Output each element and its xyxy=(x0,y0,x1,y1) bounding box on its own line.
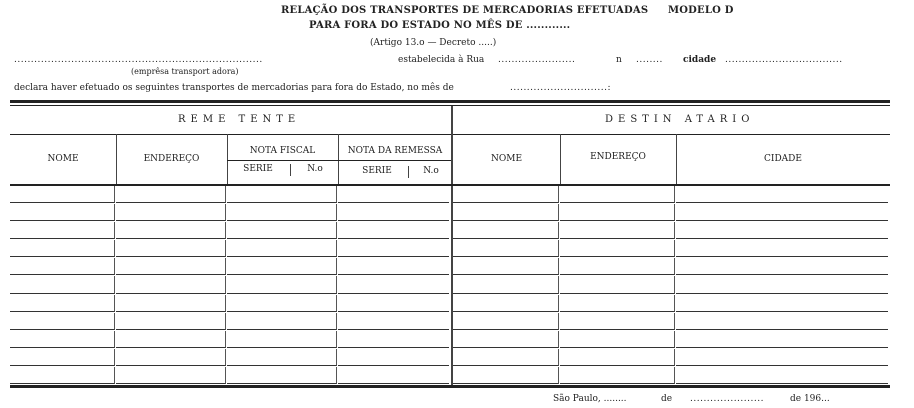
table-cell[interactable] xyxy=(227,204,337,221)
table-cell[interactable] xyxy=(560,240,675,257)
table-cell[interactable] xyxy=(453,276,559,293)
table-cell[interactable] xyxy=(453,240,559,257)
table-cell[interactable] xyxy=(116,240,226,257)
table-cell[interactable] xyxy=(338,313,449,330)
remittance-series: SERIE xyxy=(362,166,392,176)
col-sep-2 xyxy=(227,134,228,184)
col-header-name-dest: NOME xyxy=(490,154,523,164)
form-title: RELAÇÃO DOS TRANSPORTES DE MERCADORIAS EFETUADAS xyxy=(281,5,649,16)
table-cell[interactable] xyxy=(676,222,888,239)
table-cell[interactable] xyxy=(453,349,559,366)
table-cell[interactable] xyxy=(338,258,449,275)
group-divider xyxy=(10,134,890,135)
table-cell[interactable] xyxy=(338,204,449,221)
table-cell[interactable] xyxy=(116,186,226,203)
table-cell[interactable] xyxy=(10,313,115,330)
table-cell[interactable] xyxy=(676,313,888,330)
table-cell[interactable] xyxy=(560,204,675,221)
footer-place: São Paulo, ........ xyxy=(553,394,627,404)
form-subtitle: PARA FORA DO ESTADO NO MÊS DE ............ xyxy=(309,20,571,31)
table-cell[interactable] xyxy=(338,331,449,348)
top-rule xyxy=(10,100,890,103)
city-field[interactable]: ................................... xyxy=(725,55,843,65)
table-cell[interactable] xyxy=(453,331,559,348)
table-cell[interactable] xyxy=(10,295,115,312)
table-cell[interactable] xyxy=(338,295,449,312)
invoice-series: SERIE xyxy=(243,164,273,174)
table-cell[interactable] xyxy=(10,186,115,203)
table-cell[interactable] xyxy=(560,313,675,330)
table-cell[interactable] xyxy=(676,186,888,203)
table-row xyxy=(0,295,914,313)
footer-month-field[interactable]: ...................... xyxy=(690,394,764,404)
table-row xyxy=(0,258,914,276)
city-label: cidade xyxy=(683,55,717,65)
table-cell[interactable] xyxy=(10,276,115,293)
col-header-address: ENDEREÇO xyxy=(143,154,200,164)
table-cell[interactable] xyxy=(227,295,337,312)
table-cell[interactable] xyxy=(116,367,226,384)
table-row xyxy=(0,276,914,294)
table-cell[interactable] xyxy=(560,295,675,312)
table-cell[interactable] xyxy=(227,313,337,330)
table-cell[interactable] xyxy=(227,367,337,384)
col-header-remittance: NOTA DA REMESSA xyxy=(347,146,443,156)
remittance-number: N.o xyxy=(423,166,439,176)
table-cell[interactable] xyxy=(338,186,449,203)
col-sep-3 xyxy=(338,134,339,184)
declaration-month-field[interactable]: .............................: xyxy=(510,83,611,93)
table-cell[interactable] xyxy=(10,331,115,348)
company-field[interactable]: .......................................................................... xyxy=(14,55,263,65)
sender-group-header: REME TENTE xyxy=(178,114,301,125)
top-rule-thin xyxy=(10,105,890,106)
table-cell[interactable] xyxy=(227,331,337,348)
table-cell[interactable] xyxy=(116,276,226,293)
table-cell[interactable] xyxy=(560,258,675,275)
table-cell[interactable] xyxy=(453,204,559,221)
subheader-divider xyxy=(227,160,451,161)
table-cell[interactable] xyxy=(453,258,559,275)
table-row xyxy=(0,222,914,240)
bottom-rule xyxy=(10,385,890,388)
footer-de: de xyxy=(661,394,673,404)
recipient-group-header: DESTIN ATARIO xyxy=(605,114,755,125)
table-row xyxy=(0,204,914,222)
table-cell[interactable] xyxy=(453,222,559,239)
table-cell[interactable] xyxy=(676,349,888,366)
table-cell[interactable] xyxy=(227,222,337,239)
table-cell[interactable] xyxy=(676,367,888,384)
table-cell[interactable] xyxy=(453,313,559,330)
table-cell[interactable] xyxy=(338,222,449,239)
table-cell[interactable] xyxy=(227,276,337,293)
table-cell[interactable] xyxy=(676,331,888,348)
table-cell[interactable] xyxy=(116,331,226,348)
street-field[interactable]: ....................... xyxy=(498,55,576,65)
table-cell[interactable] xyxy=(338,367,449,384)
table-cell[interactable] xyxy=(453,186,559,203)
table-cell[interactable] xyxy=(338,240,449,257)
table-cell[interactable] xyxy=(338,276,449,293)
col-header-city: CIDADE xyxy=(764,154,802,164)
established-label: estabelecida à Rua xyxy=(398,55,485,65)
table-cell[interactable] xyxy=(116,222,226,239)
table-cell[interactable] xyxy=(227,240,337,257)
table-row xyxy=(0,331,914,349)
number-field[interactable]: ........ xyxy=(636,55,663,65)
model-label: MODELO D xyxy=(668,5,734,16)
table-cell[interactable] xyxy=(10,240,115,257)
table-row xyxy=(0,367,914,385)
table-cell[interactable] xyxy=(10,222,115,239)
table-cell[interactable] xyxy=(676,240,888,257)
table-cell[interactable] xyxy=(227,349,337,366)
table-row xyxy=(0,349,914,367)
invoice-number: N.o xyxy=(307,164,323,174)
decree-reference: (Artigo 13.o — Decreto .....) xyxy=(370,38,497,48)
table-cell[interactable] xyxy=(560,367,675,384)
footer-year: de 196... xyxy=(790,394,830,404)
table-row xyxy=(0,313,914,331)
declaration-text: declara haver efetuado os seguintes transportes de mercadorias para fora do Estado, no mês de xyxy=(14,83,454,93)
table-cell[interactable] xyxy=(560,331,675,348)
company-caption: (emprêsa transport adora) xyxy=(131,67,239,76)
table-cell[interactable] xyxy=(676,204,888,221)
serie-sep-2 xyxy=(408,166,409,178)
table-cell[interactable] xyxy=(676,258,888,275)
table-cell[interactable] xyxy=(338,349,449,366)
table-cell[interactable] xyxy=(10,367,115,384)
table-cell[interactable] xyxy=(116,258,226,275)
table-cell[interactable] xyxy=(453,295,559,312)
table-row xyxy=(0,186,914,204)
table-cell[interactable] xyxy=(227,186,337,203)
table-cell[interactable] xyxy=(560,222,675,239)
number-label: n xyxy=(616,55,622,65)
table-cell[interactable] xyxy=(560,349,675,366)
table-cell[interactable] xyxy=(676,276,888,293)
table-cell[interactable] xyxy=(10,204,115,221)
serie-sep-1 xyxy=(290,164,291,176)
table-cell[interactable] xyxy=(10,258,115,275)
col-header-name: NOME xyxy=(47,154,79,164)
table-cell[interactable] xyxy=(10,349,115,366)
table-cell[interactable] xyxy=(116,349,226,366)
table-cell[interactable] xyxy=(116,295,226,312)
table-cell[interactable] xyxy=(560,276,675,293)
table-cell[interactable] xyxy=(227,258,337,275)
table-cell[interactable] xyxy=(116,313,226,330)
table-cell[interactable] xyxy=(676,295,888,312)
col-header-address-dest: ENDEREÇO xyxy=(590,152,646,162)
table-cell[interactable] xyxy=(116,204,226,221)
table-cell[interactable] xyxy=(560,186,675,203)
col-header-invoice: NOTA FISCAL xyxy=(249,146,316,156)
table-cell[interactable] xyxy=(453,367,559,384)
table-row xyxy=(0,240,914,258)
